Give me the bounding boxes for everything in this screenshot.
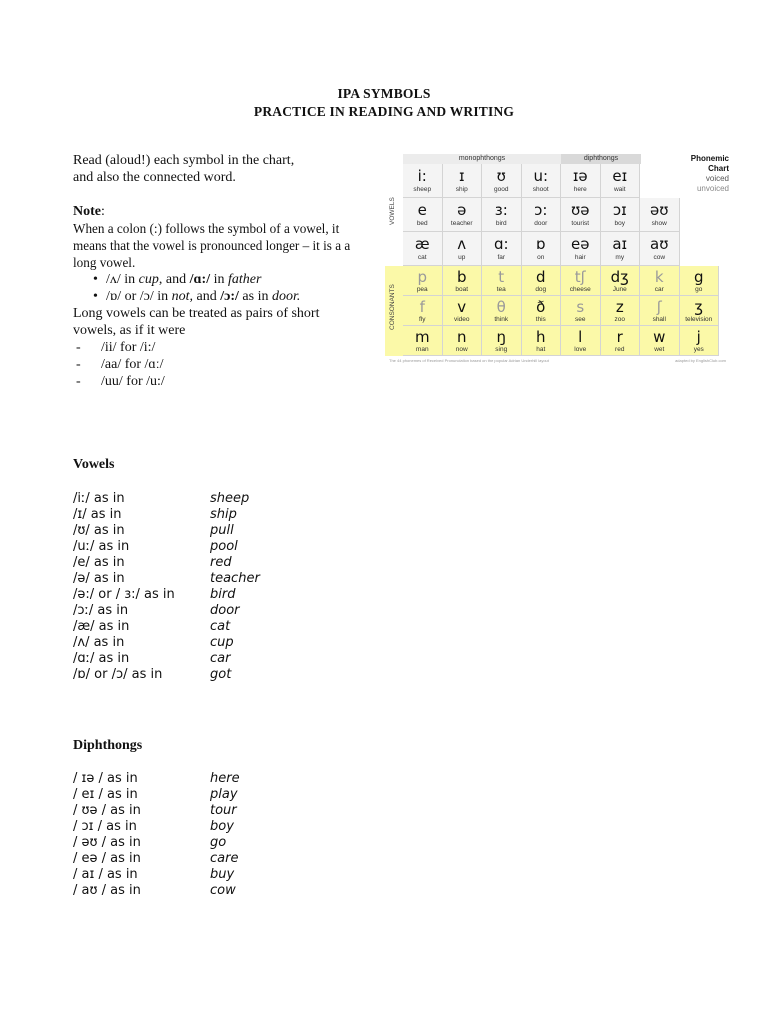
legend-voiced: voiced (705, 174, 729, 183)
vowel-cell (522, 232, 562, 266)
phoneme-symbol: ə (457, 201, 467, 219)
example-word: video (453, 316, 470, 323)
phoneme-symbol: æ (414, 235, 430, 253)
example-word: ship (210, 507, 237, 522)
phonemic-chart (385, 152, 730, 367)
phoneme-symbol: θ (496, 298, 506, 316)
phoneme-symbol: f (419, 298, 425, 316)
example-word: love (574, 346, 587, 353)
example-word: boy (614, 220, 625, 227)
phoneme-symbol: ŋ (496, 328, 506, 346)
example-word: pea (416, 286, 428, 293)
consonant-cell (443, 296, 483, 326)
example-word: this (535, 316, 546, 323)
example-word: dog (535, 286, 547, 293)
example-word: hair (574, 254, 586, 261)
monophthongs-header: monophthongs (403, 154, 561, 164)
ipa-symbol: / ɔɪ / as in (73, 819, 137, 834)
phoneme-symbol: w (653, 328, 666, 346)
example-word: red (615, 346, 625, 353)
example-word: show (651, 220, 667, 227)
ipa-symbol: /ə:/ or / ɜ:/ as in (73, 587, 175, 602)
vowel-cell (403, 232, 443, 266)
vowel-cell (482, 164, 522, 198)
intro-block (73, 152, 363, 390)
vowel-cell (640, 232, 680, 266)
consonant-cell (601, 266, 641, 296)
vowels-side-label: VOWELS (389, 197, 396, 225)
vowel-cell (601, 232, 641, 266)
phoneme-symbol: e (417, 201, 427, 219)
consonant-cell (403, 296, 443, 326)
vowel-cell (601, 164, 641, 198)
ipa-symbol: /ʊ/ as in (73, 523, 125, 538)
phoneme-symbol: ð (536, 298, 546, 316)
ipa-symbol: / ɪə / as in (73, 771, 138, 786)
document-title: IPA SYMBOLS (337, 86, 431, 101)
phoneme-symbol: eə (571, 235, 590, 253)
example-word: tourist (571, 220, 590, 227)
phoneme-symbol: l (578, 328, 583, 346)
legend-title-1: Phonemic (690, 154, 729, 163)
example-word: on (537, 254, 545, 261)
example-word: good (494, 186, 509, 193)
phoneme-symbol: p (417, 268, 428, 286)
example-word: buy (210, 867, 235, 882)
legend-unvoiced: unvoiced (696, 184, 729, 193)
vowel-cell (443, 164, 483, 198)
example-word: cat (417, 254, 427, 261)
example-word: now (455, 346, 468, 353)
chart-footnote: The 44 phonemes of Received Pronunciation based on the popular Adrian Underhill layout (389, 358, 549, 363)
example-word: go (695, 286, 703, 293)
example-word: bird (210, 587, 236, 602)
phoneme-symbol: h (535, 328, 546, 346)
consonant-cell (482, 296, 522, 326)
phoneme-symbol: aɪ (612, 235, 628, 253)
consonants-side-label: CONSONANTS (389, 284, 396, 330)
note-bullets (73, 271, 363, 305)
phoneme-symbol: b (456, 268, 467, 286)
phoneme-symbol: ɪə (572, 167, 588, 185)
vowel-cell (482, 198, 522, 232)
ipa-symbol: /e/ as in (73, 555, 125, 570)
phoneme-symbol: ɑ: (493, 235, 509, 253)
consonant-cell (680, 326, 720, 356)
example-word: go (210, 835, 227, 850)
long-vowels-text: Long vowels can be treated as pairs of short vowels, as if it were (73, 306, 320, 338)
bullet-item: • /ɒ/ or /ɔ/ in not, and /ɔ:/ as in door. (73, 288, 363, 305)
example-word: June (612, 286, 627, 293)
chart-credit: adapted by EnglishClub.com (675, 358, 726, 363)
example-word: fly (419, 316, 426, 323)
phoneme-symbol: g (693, 268, 704, 286)
consonant-cell (561, 326, 601, 356)
example-word: cat (210, 619, 231, 634)
phoneme-symbol: ʒ (694, 298, 704, 316)
ipa-symbol: /ʌ/ as in (73, 635, 125, 650)
vowel-cell (640, 198, 680, 232)
ipa-symbol: / ʊə / as in (73, 803, 141, 818)
consonant-cell (403, 266, 443, 296)
consonant-cell (443, 326, 483, 356)
diphthongs-heading: Diphthongs (73, 738, 143, 753)
example-word: car (654, 286, 664, 293)
vowel-cell (561, 232, 601, 266)
example-word: ship (455, 186, 468, 193)
intro-line-1: Read (aloud!) each symbol in the chart, (73, 153, 295, 168)
phoneme-symbol: i: (417, 167, 427, 185)
pair-item: - /uu/ for /u:/ (73, 373, 363, 390)
phoneme-symbol: ʃ (656, 298, 662, 316)
ipa-symbol: /ɪ/ as in (73, 507, 122, 522)
example-word: television (685, 316, 713, 323)
phoneme-symbol: v (457, 298, 467, 316)
note-colon: : (101, 204, 105, 219)
example-word: my (615, 254, 625, 261)
ipa-symbol: /iː/ as in (73, 491, 125, 506)
phoneme-symbol: aʊ (650, 235, 669, 253)
ipa-symbol: /ɔː/ as in (73, 603, 129, 618)
example-word: cow (210, 883, 236, 898)
vowel-cell (403, 164, 443, 198)
vowel-cell (482, 232, 522, 266)
phoneme-symbol: ʊə (571, 201, 590, 219)
ipa-symbol: /æ/ as in (73, 619, 130, 634)
consonant-cell (640, 326, 680, 356)
phoneme-symbol: r (616, 328, 623, 346)
pair-item: - /ii/ for /i:/ (73, 339, 363, 356)
example-word: hat (536, 346, 546, 353)
vowel-cell (443, 198, 483, 232)
vowel-cell (561, 164, 601, 198)
example-word: cheese (569, 286, 591, 293)
example-word: wet (654, 346, 665, 353)
example-word: tea (496, 286, 506, 293)
example-word: wait (613, 186, 626, 193)
ipa-symbol: / əʊ / as in (73, 835, 141, 850)
example-word: see (575, 316, 586, 323)
pair-item: - /aa/ for /ɑː/ (73, 356, 363, 373)
note-text: When a colon (:) follows the symbol of a vowel, it means that the vowel is pronounced longer – it is a a long vowel. (73, 221, 351, 270)
vowel-cell (522, 198, 562, 232)
ipa-symbol: /uː/ as in (73, 539, 130, 554)
phoneme-symbol: u: (533, 167, 549, 185)
example-word: pool (210, 539, 238, 554)
ipa-symbol: / eə / as in (73, 851, 141, 866)
phoneme-symbol: dʒ (610, 268, 629, 286)
example-word: sheep (210, 491, 250, 506)
note-heading (73, 203, 363, 220)
vowel-cell (443, 232, 483, 266)
vowels-heading: Vowels (73, 457, 115, 472)
example-word: yes (693, 346, 704, 353)
long-vowel-pairs (73, 339, 363, 390)
example-word: cow (653, 254, 666, 261)
example-word: car (210, 651, 231, 666)
vowel-cell (561, 198, 601, 232)
phoneme-symbol: m (414, 328, 430, 346)
consonant-cell (640, 266, 680, 296)
phoneme-symbol: ʊ (496, 167, 506, 185)
example-word: sing (495, 346, 508, 353)
ipa-symbol: / aɪ / as in (73, 867, 138, 882)
example-word: pull (210, 523, 234, 538)
example-word: shall (652, 316, 666, 323)
phoneme-symbol: ɔɪ (612, 201, 627, 219)
phoneme-symbol: ɔ: (534, 201, 548, 219)
ipa-symbol: /ə/ as in (73, 571, 125, 586)
example-word: teacher (450, 220, 473, 227)
legend-title-2: Chart (708, 164, 729, 173)
bullet-item: • /ʌ/ in cup, and /ɑ:/ in father (73, 271, 363, 288)
example-word: zoo (614, 316, 625, 323)
phoneme-symbol: eɪ (612, 167, 628, 185)
consonant-cell (522, 296, 562, 326)
consonant-cell (680, 266, 720, 296)
chart-legend (651, 154, 729, 194)
diphthongs-header: diphthongs (561, 154, 641, 164)
vowel-cell (522, 164, 562, 198)
phoneme-symbol: tʃ (574, 268, 586, 286)
example-word: think (494, 316, 509, 323)
phoneme-symbol: ɒ (535, 235, 546, 253)
consonant-cell (522, 266, 562, 296)
consonant-cell (640, 296, 680, 326)
consonant-cell (443, 266, 483, 296)
consonant-cell (561, 266, 601, 296)
consonant-cell (403, 326, 443, 356)
example-word: bird (495, 220, 507, 227)
example-word: here (573, 186, 587, 193)
phoneme-symbol: əʊ (650, 201, 669, 219)
example-word: tour (210, 803, 237, 818)
example-word: man (415, 346, 429, 353)
example-word: boat (455, 286, 469, 293)
consonant-cell (482, 326, 522, 356)
example-word: boy (210, 819, 234, 834)
example-word: bed (416, 220, 428, 227)
vowel-cell (601, 198, 641, 232)
example-word: cup (210, 635, 234, 650)
ipa-symbol: / eɪ / as in (73, 787, 138, 802)
phoneme-symbol: ɜ: (494, 201, 508, 219)
example-word: got (210, 667, 232, 682)
example-word: far (497, 254, 506, 261)
phoneme-symbol: j (696, 328, 701, 346)
phoneme-symbol: k (654, 268, 664, 286)
example-word: red (210, 555, 232, 570)
example-word: care (210, 851, 239, 866)
ipa-symbol: / aʊ / as in (73, 883, 141, 898)
example-word: play (210, 787, 238, 802)
example-word: door (210, 603, 240, 618)
phoneme-symbol: s (576, 298, 585, 316)
consonant-cell (561, 296, 601, 326)
example-word: teacher (210, 571, 260, 586)
intro-line-2: and also the connected word. (73, 170, 236, 185)
consonant-cell (601, 296, 641, 326)
consonant-cell (522, 326, 562, 356)
phoneme-symbol: d (535, 268, 546, 286)
ipa-symbol: /ɑː/ as in (73, 651, 130, 666)
phoneme-symbol: ʌ (457, 235, 467, 253)
note-label: Note (73, 204, 101, 219)
phoneme-symbol: ɪ (458, 167, 465, 185)
example-word: sheep (413, 186, 432, 193)
phoneme-symbol: z (615, 298, 624, 316)
example-word: door (534, 220, 548, 227)
phoneme-symbol: t (498, 268, 505, 286)
consonant-cell (482, 266, 522, 296)
phoneme-symbol: n (456, 328, 467, 346)
example-word: up (458, 254, 466, 261)
example-word: here (210, 771, 240, 786)
consonant-cell (680, 296, 720, 326)
example-word: shoot (532, 186, 549, 193)
consonant-cell (601, 326, 641, 356)
document-subtitle: PRACTICE IN READING AND WRITING (253, 104, 515, 119)
vowel-cell (403, 198, 443, 232)
ipa-symbol: /ɒ/ or /ɔ/ as in (73, 667, 163, 682)
